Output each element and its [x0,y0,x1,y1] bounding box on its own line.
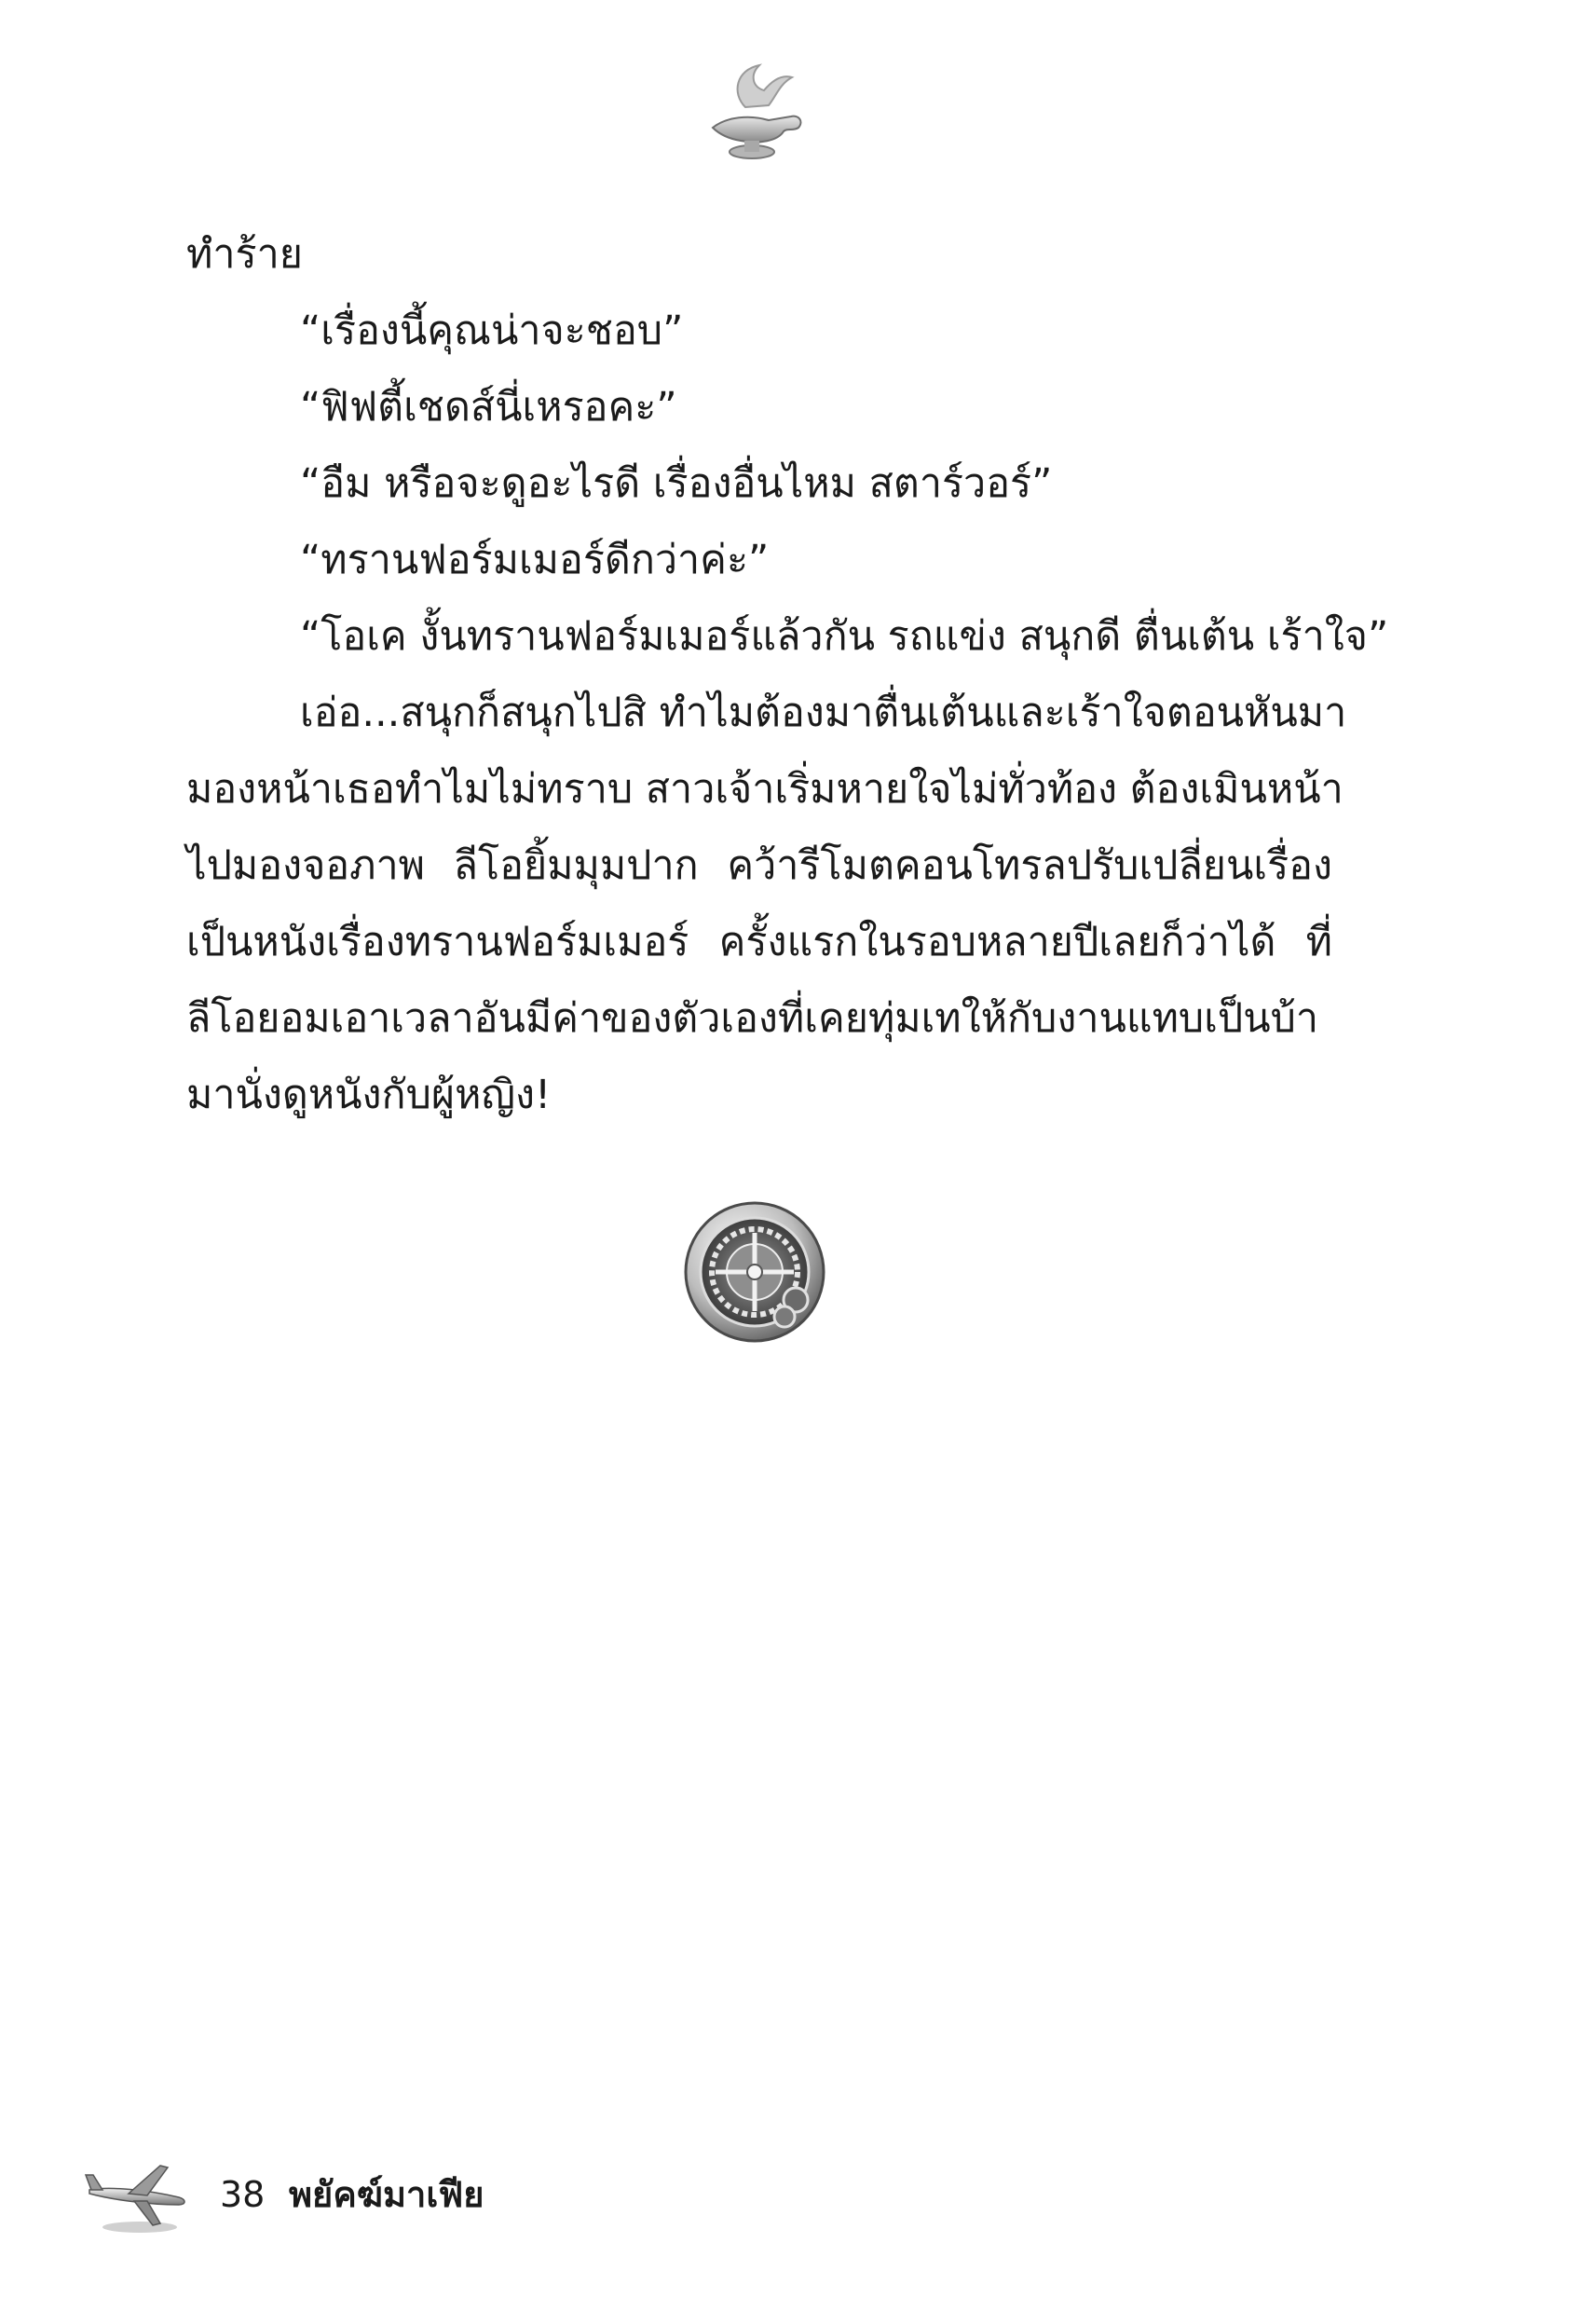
paragraph-line: มองหน้าเธอทำไมไม่ทราบ สาวเจ้าเริ่มหายใจไม่ทั่วท้อง ต้องเมินหน้า [186,766,1344,813]
book-title: พยัคฆ์มาเฟีย [289,2174,484,2215]
paragraph-line: ลีโอยอมเอาเวลาอันมีค่าของตัวเองที่เคยทุ่มเทให้กับงานแทบเป็นบ้า [186,995,1319,1042]
paragraph-line: เอ่อ...สนุกก็สนุกไปสิ ทำไมต้องมาตื่นเต้นและเร้าใจตอนหันมา [300,690,1347,736]
genie-lamp-icon [694,51,815,172]
dialogue-line: “ทรานฟอร์มเมอร์ดีกว่าค่ะ” [300,537,770,583]
dialogue-line: “ฟิฟตี้เชดส์นี่เหรอคะ” [300,384,677,431]
dialogue-line: “เรื่องนี้คุณน่าจะชอบ” [300,308,684,354]
dialogue-line: “อืม หรือจะดูอะไรดี เรื่องอื่นไหม สตาร์วอร์” [300,460,1053,507]
page-footer [0,2134,1596,2264]
paragraph-line: มานั่งดูหนังกับผู้หญิง! [186,1072,552,1118]
text-line: ทำร้าย [186,231,303,278]
roulette-wheel-icon [680,1197,829,1347]
paragraph-line: ไปมองจอภาพ ลีโอยิ้มมุมปาก คว้ารีโมตคอนโทรลปรับเปลี่ยนเรื่อง [186,842,1332,889]
dialogue-line: “โอเค งั้นทรานฟอร์มเมอร์แล้วกัน รถแข่ง สนุกดี ตื่นเต้น เร้าใจ” [300,613,1389,660]
page-number: 38 [220,2174,266,2215]
body-text [186,216,1389,1133]
paragraph-line: เป็นหนังเรื่องทรานฟอร์มเมอร์ ครั้งแรกในรอบหลายปีเลยก็ว่าได้ ที่ [186,919,1332,965]
airplane-icon [82,2153,194,2236]
